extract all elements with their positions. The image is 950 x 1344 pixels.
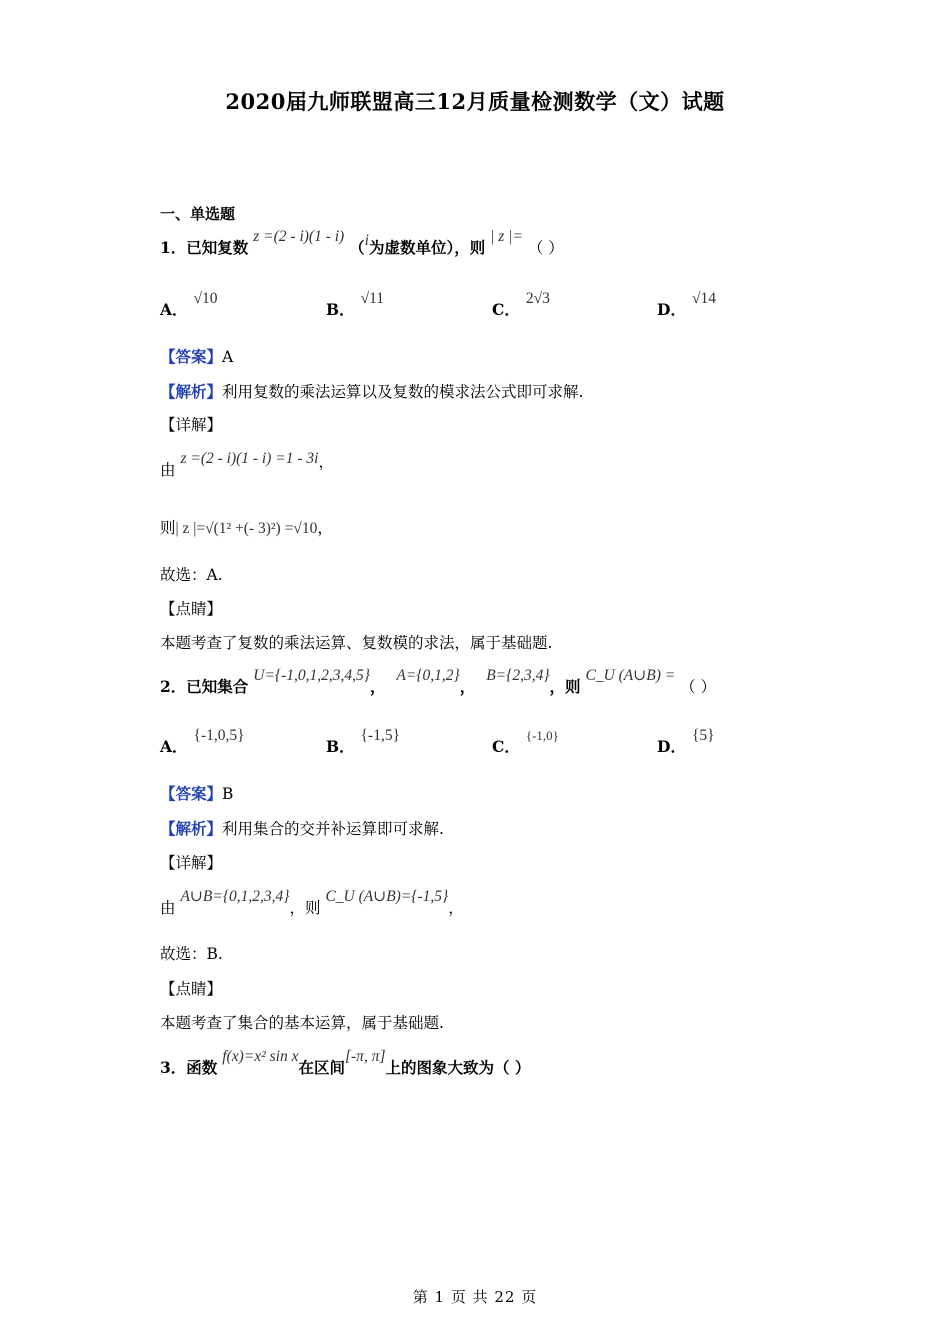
question-number: 2． xyxy=(160,677,187,696)
option-value: √10 xyxy=(193,290,218,307)
paper-title: 2020届九师联盟高三12月质量检测数学（文）试题 xyxy=(225,89,725,114)
math-expression: | z |=√(1² +(- 3)²) =√10 xyxy=(175,520,318,537)
question-text: 函数 xyxy=(186,1058,218,1077)
math-expression: z =(2 - i)(1 - i) =1 - 3i xyxy=(180,450,319,467)
math-expression: C_U (A∪B)={-1,5} xyxy=(325,888,449,905)
comment-tag: 【点睛】 xyxy=(160,980,223,998)
option-value: √11 xyxy=(360,290,385,307)
analysis-text: 利用集合的交并补运算即可求解. xyxy=(222,820,444,838)
math-expression: [-π, π] xyxy=(344,1048,386,1065)
choice-line: 故选：B. xyxy=(160,945,223,963)
math-expression: B={2,3,4} xyxy=(486,667,550,684)
page-footer: 第 1 页 共 22 页 xyxy=(412,1288,538,1306)
math-expression: C_U (A∪B) = xyxy=(585,667,676,684)
analysis-tag: 【解析】 xyxy=(160,819,223,838)
solution-step-1: 由 z =(2 - i)(1 - i) =1 - 3i， xyxy=(160,450,334,479)
analysis-line xyxy=(160,817,444,839)
detail-tag: 【详解】 xyxy=(160,854,223,872)
option-c: C．$^{\{-1,0\}}$ xyxy=(492,728,559,756)
option-c: C．2√3 xyxy=(492,290,550,319)
question-number: 1． xyxy=(160,238,187,257)
answer-value: A xyxy=(222,348,234,366)
math-expression: A={0,1,2} xyxy=(396,667,460,684)
option-value: √14 xyxy=(691,290,716,307)
option-value: {-1,5} xyxy=(360,727,401,744)
detail-tag: 【详解】 xyxy=(160,416,223,434)
answer-tag: 【答案】 xyxy=(160,347,223,366)
math-expression: f(x)=x² sin x xyxy=(222,1048,299,1065)
answer-value: B xyxy=(222,785,234,803)
solution-step-1: 由 A∪B={0,1,2,3,4}，则 C_U (A∪B)={-1,5}， xyxy=(160,888,464,917)
question-text: 已知集合 xyxy=(186,677,249,696)
comment-text: 本题考查了集合的基本运算，属于基础题. xyxy=(160,1014,444,1032)
math-expression: A∪B={0,1,2,3,4} xyxy=(180,888,290,905)
option-value: {-1,0} xyxy=(525,728,559,743)
question-3: 3．函数 f(x)=x² sin x在区间[-π, π]上的图象大致为（ ） xyxy=(160,1048,531,1077)
answer-paren: （ ） xyxy=(527,239,564,257)
option-d: D．√14 xyxy=(657,290,716,319)
option-b: B．{-1,5} xyxy=(326,727,401,756)
math-symbol: i xyxy=(364,232,369,249)
option-b: B．√11 xyxy=(326,290,385,319)
analysis-line xyxy=(160,380,583,402)
question-text: 已知复数 xyxy=(186,238,249,257)
math-expression: z =(2 - i)(1 - i) xyxy=(253,228,345,245)
comment-tag: 【点睛】 xyxy=(160,600,223,618)
question-text: ，则 xyxy=(549,677,581,696)
answer-tag: 【答案】 xyxy=(160,784,223,803)
question-2: 2．已知集合 U={-1,0,1,2,3,4,5}， A={0,1,2}， B={2,3,4}，则 C_U (A∪B) = （ ） xyxy=(160,667,717,696)
question-1: 1．已知复数 z =(2 - i)(1 - i) （i为虚数单位），则 | z |= （ ） xyxy=(160,228,564,257)
question-text: 上的图象大致为（ ） xyxy=(385,1058,531,1077)
math-expression: | z |= xyxy=(490,228,523,245)
answer-line xyxy=(160,782,233,804)
math-expression: U={-1,0,1,2,3,4,5} xyxy=(253,667,370,684)
question-text: 为虚数单位），则 xyxy=(368,238,486,257)
analysis-text: 利用复数的乘法运算以及复数的模求法公式即可求解. xyxy=(222,383,584,401)
option-value: 2√3 xyxy=(525,290,550,307)
option-value: {-1,0,5} xyxy=(193,727,245,744)
option-a: A．{-1,0,5} xyxy=(160,727,245,756)
comment-text: 本题考查了复数的乘法运算、复数模的求法，属于基础题. xyxy=(160,634,553,652)
analysis-tag: 【解析】 xyxy=(160,382,223,401)
solution-step-2: 则| z |=√(1² +(- 3)²) =√10， xyxy=(160,519,333,537)
question-number: 3． xyxy=(160,1058,187,1077)
section-heading: 一、单选题 xyxy=(160,205,236,223)
answer-paren: （ ） xyxy=(680,678,717,696)
choice-line: 故选：A. xyxy=(160,566,223,584)
option-d: D．{5} xyxy=(657,727,715,756)
answer-line xyxy=(160,345,233,367)
option-value: {5} xyxy=(691,727,715,744)
option-a: A．√10 xyxy=(160,290,218,319)
